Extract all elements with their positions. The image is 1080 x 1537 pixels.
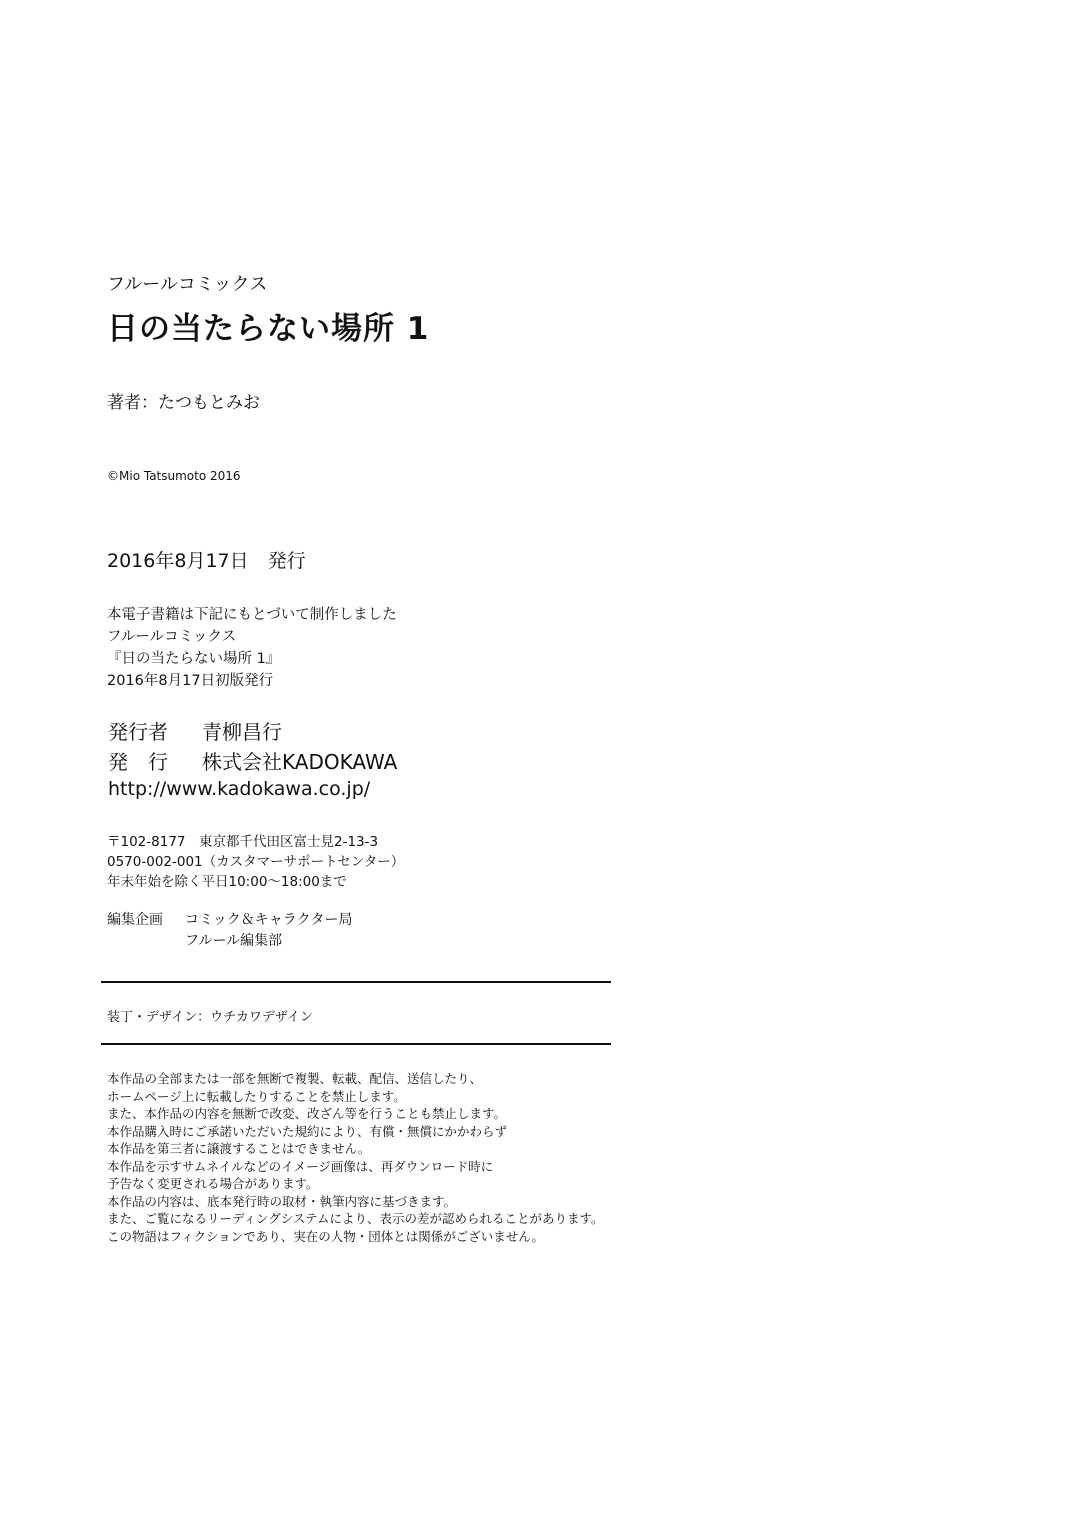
publisher-person-label: 発行者: [108, 720, 168, 744]
legal-notice-line: 本作品を第三者に譲渡することはできません。: [107, 1141, 371, 1156]
legal-notice-line: 本作品を示すサムネイルなどのイメージ画像は、再ダウンロード時に: [107, 1158, 494, 1174]
legal-notice-line: 予告なく変更される場合があります。: [107, 1176, 319, 1191]
source-edition-line: 『日の当たらない場所 1』: [107, 651, 281, 667]
source-edition-block: [107, 604, 397, 692]
publisher-person-name: 青柳昌行: [202, 720, 282, 744]
publisher-url: http://www.kadokawa.co.jp/: [108, 778, 371, 800]
publisher-company-label: 発 行: [108, 750, 168, 774]
contact-block: [107, 832, 404, 892]
publisher-company-row: [108, 746, 508, 774]
contact-address: 〒102-8177 東京都千代田区富士見2-13-3: [107, 834, 379, 850]
source-edition-line: 2016年8月17日初版発行: [107, 673, 274, 689]
legal-notice-line: 本作品の全部または一部を無断で複製、転載、配信、送信したり、: [107, 1071, 483, 1086]
publisher-person-row: [108, 716, 508, 744]
legal-notice-line: この物語はフィクションであり、実在の人物・団体とは関係がございません。: [107, 1228, 545, 1244]
legal-notice-block: [107, 1070, 604, 1245]
series-label: フルールコミックス: [107, 274, 268, 295]
contact-phone: 0570-002-001（カスタマーサポートセンター）: [107, 854, 405, 870]
publisher-company-name: 株式会社KADOKAWA: [202, 750, 398, 774]
divider-top: [101, 981, 611, 983]
editorial-departments: [185, 910, 352, 952]
publication-date: 2016年8月17日 発行: [107, 550, 306, 572]
contact-hours: 年末年始を除く平日10:00～18:00まで: [107, 874, 347, 890]
legal-notice-line: 本作品の内容は、底本発行時の取材・執筆内容に基づきます。: [107, 1193, 457, 1209]
legal-notice-line: 本作品購入時にご承諾いただいた規約により、有償・無償にかかわらず: [107, 1123, 508, 1139]
editorial-block: [107, 910, 507, 954]
design-credit: 装丁・デザイン：ウチカワデザイン: [107, 1010, 313, 1025]
legal-notice-line: ホームページ上に転載したりすることを禁止します。: [107, 1088, 406, 1104]
copyright-notice: ©Mio Tatsumoto 2016: [107, 469, 241, 483]
editorial-department: コミック＆キャラクター局: [185, 912, 353, 928]
editorial-label: 編集企画: [107, 912, 163, 928]
author-line: 著者：たつもとみお: [107, 393, 260, 413]
divider-bottom: [101, 1043, 611, 1045]
legal-notice-line: また、本作品の内容を無断で改変、改ざん等を行うことも禁止します。: [107, 1106, 507, 1121]
editorial-department: フルール編集部: [185, 933, 283, 949]
source-edition-line: フルールコミックス: [107, 629, 237, 645]
source-edition-line: 本電子書籍は下記にもとづいて制作しました: [107, 607, 397, 623]
book-title: 日の当たらない場所 1: [107, 311, 430, 347]
legal-notice-line: また、ご覧になるリーディングシステムにより、表示の差が認められることがあります。: [107, 1211, 604, 1226]
